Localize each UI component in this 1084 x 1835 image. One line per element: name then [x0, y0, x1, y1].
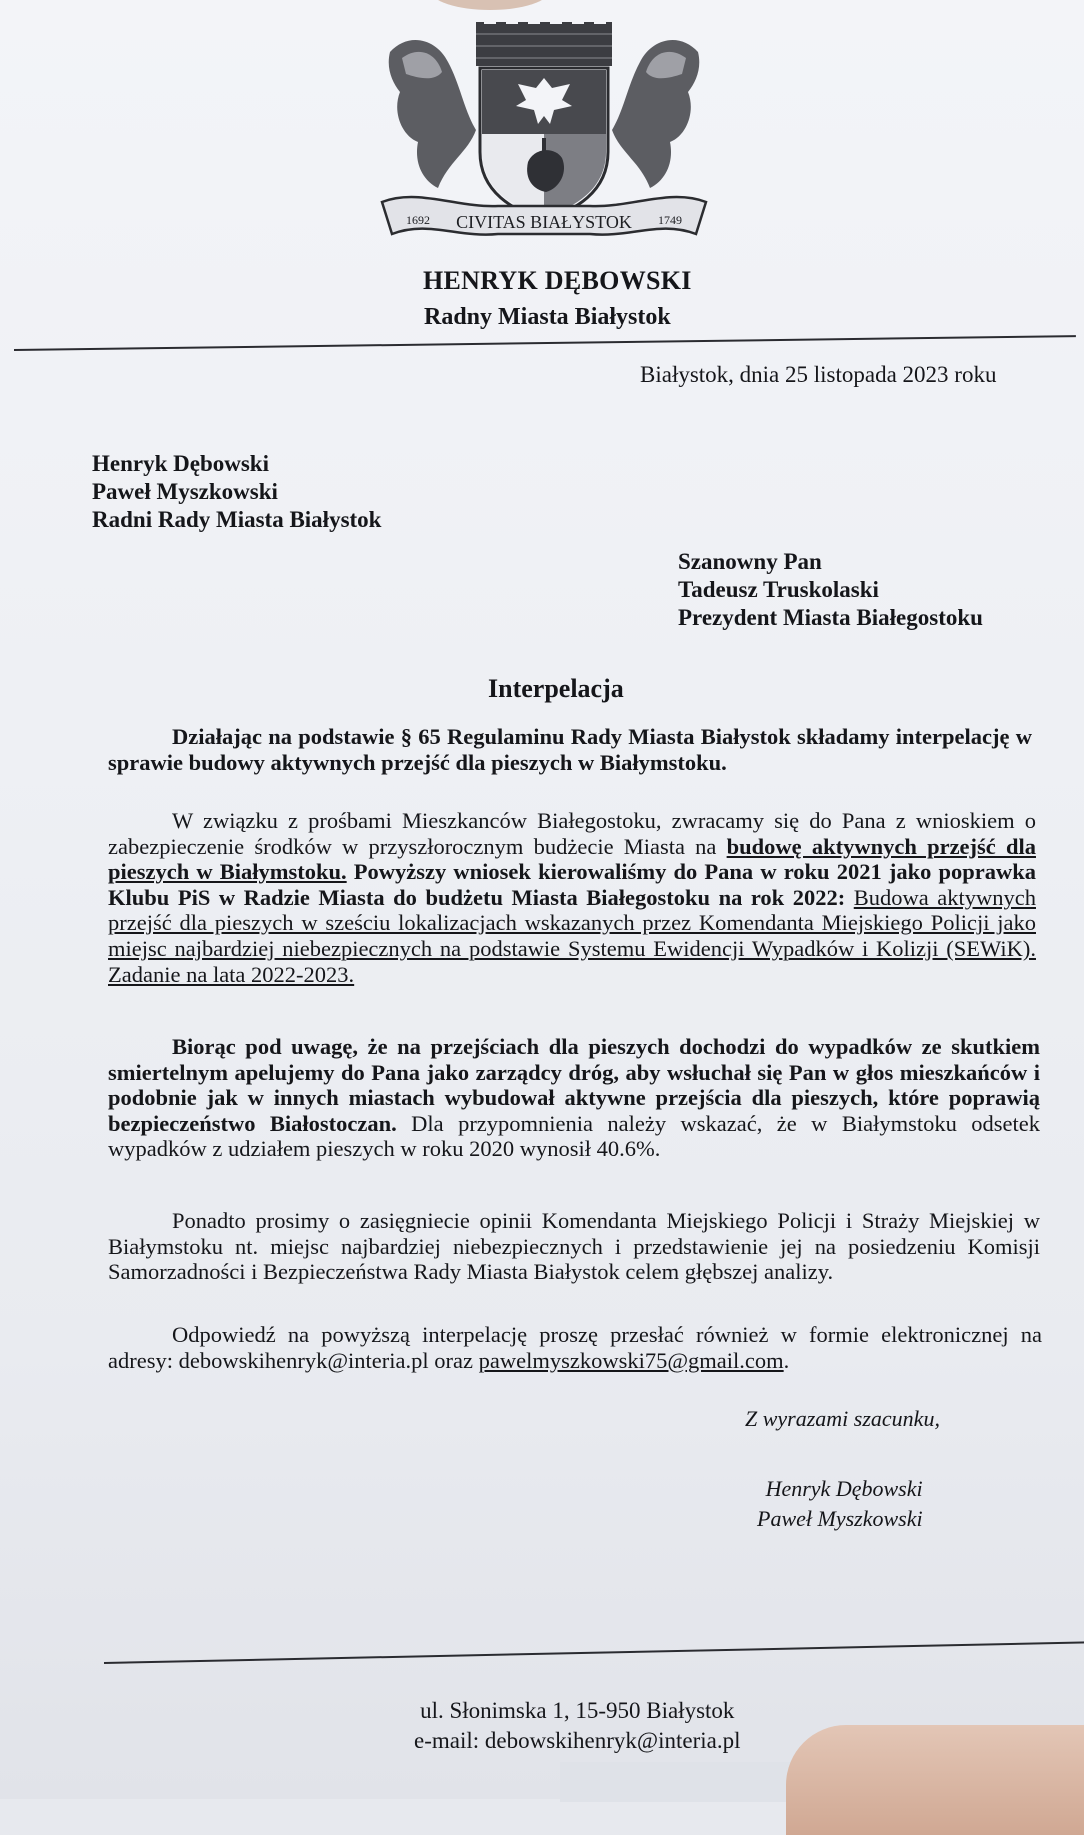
closing-phrase: Z wyrazami szacunku, [745, 1406, 940, 1431]
crest-year-right: 1749 [658, 213, 682, 227]
body-paragraph-reply [108, 1322, 1042, 1373]
sender-line: Radni Rady Miasta Białystok [92, 507, 382, 532]
recipient-line: Szanowny Pan [678, 549, 822, 574]
finger-top [430, 0, 550, 10]
bialystok-coat-of-arms-logo [378, 12, 710, 244]
footer [414, 1696, 740, 1756]
signature-block [757, 1474, 923, 1534]
letter-date: Białystok, dnia 25 listopada 2023 roku [640, 362, 997, 387]
crest-year-left: 1692 [406, 213, 430, 227]
recipient-line: Prezydent Miasta Białegostoku [678, 605, 983, 630]
sender-line: Paweł Myszkowski [92, 479, 278, 504]
letterhead-name: HENRYK DĘBOWSKI [423, 266, 692, 295]
amendment-quote: Budowa aktywnych przejść dla pieszych w sześciu lokalizacjach wskazanych przez Komendanta Miejskiego Policji jako miejsc najbardziej niebezpiecznych na podstawie Systemu Ewidencji Wypadków i Kolizji (SEWiK). Zadanie na lata 2022-2023. [108, 884, 1036, 987]
header-divider [14, 335, 1076, 351]
intro-text: Działając na podstawie § 65 Regulaminu Rady Miasta Białystok składamy interpelację w sprawie budowy aktywnych przejść dla pieszych w Białymstoku. [108, 724, 1032, 775]
opinion-text: Ponadto prosimy o zasięgniecie opinii Komendanta Miejskiego Policji i Straży Miejskiej w Białymstoku nt. miejsc najbardziej niebezpiecznych i przedstawienie jej na posiedzeniu Komisji Samorzadności i Bezpieczeństwa Rady Miasta Białystok celem głębszej analizy. [108, 1208, 1040, 1285]
reply-email-link[interactable]: pawelmyszkowski75@gmail.com [478, 1347, 784, 1373]
finger-bottom [786, 1725, 1084, 1835]
request-emphasis: budowę aktywnych przejść dla pieszych w Białymstoku. [108, 833, 1036, 885]
footer-divider [104, 1641, 1084, 1664]
appeal-text: Biorąc pod uwagę, że na przejściach dla pieszych dochodzi do wypadków ze skutkiem smiertelnym apelujemy do Pana jako zarządcy dróg, aby wsłuchał się Pan w głos mieszkańców i podobnie jak w innych miastach wybudował aktywne przejścia dla pieszych, które poprawią bezpieczeństwo Białostoczan. [108, 1034, 1040, 1136]
signature-line: Henryk Dębowski [765, 1476, 923, 1501]
recipient-line: Tadeusz Truskolaski [678, 577, 879, 602]
request-text: W związku z prośbami Mieszkanców Białegostoku, zwracamy się do Pana z wnioskiem o zabezpieczenie środków w przyszłorocznym budżecie Miasta na [108, 808, 1036, 859]
reply-text: Odpowiedź na powyższą interpelację proszę przesłać również w formie elektronicznej na adresy: debowskihenryk@interia.pl oraz [108, 1322, 1042, 1373]
letterhead-role: Radny Miasta Białystok [424, 304, 671, 330]
sender-line: Henryk Dębowski [92, 451, 269, 476]
reply-end: . [783, 1347, 790, 1373]
statistic-text: Dla przypomnienia należy wskazać, że w Białymstoku odsetek wypadków z udziałem pieszych w roku 2020 wynosił 40.6%. [108, 1110, 1040, 1162]
body-paragraph-appeal [108, 1034, 1040, 1162]
recipient-block [678, 548, 983, 632]
letter-title: Interpelacja [488, 674, 624, 703]
body-paragraph-opinion [108, 1208, 1040, 1285]
sender-block [92, 450, 381, 534]
body-paragraph-request [108, 808, 1036, 987]
crest-motto: CIVITAS BIAŁYSTOK [456, 212, 632, 232]
request-history: Powyższy wniosek kierowaliśmy do Pana w roku 2021 jako poprawka Klubu PiS w Radzie Miasta do budżetu Miasta Białegostoku na rok 2022: [108, 859, 1036, 910]
signature-line: Paweł Myszkowski [757, 1506, 923, 1531]
footer-address: ul. Słonimska 1, 15-950 Białystok [420, 1698, 735, 1723]
intro-paragraph [108, 724, 1032, 775]
footer-email: e-mail: debowskihenryk@interia.pl [414, 1728, 741, 1753]
next-page-edge [560, 1762, 790, 1802]
